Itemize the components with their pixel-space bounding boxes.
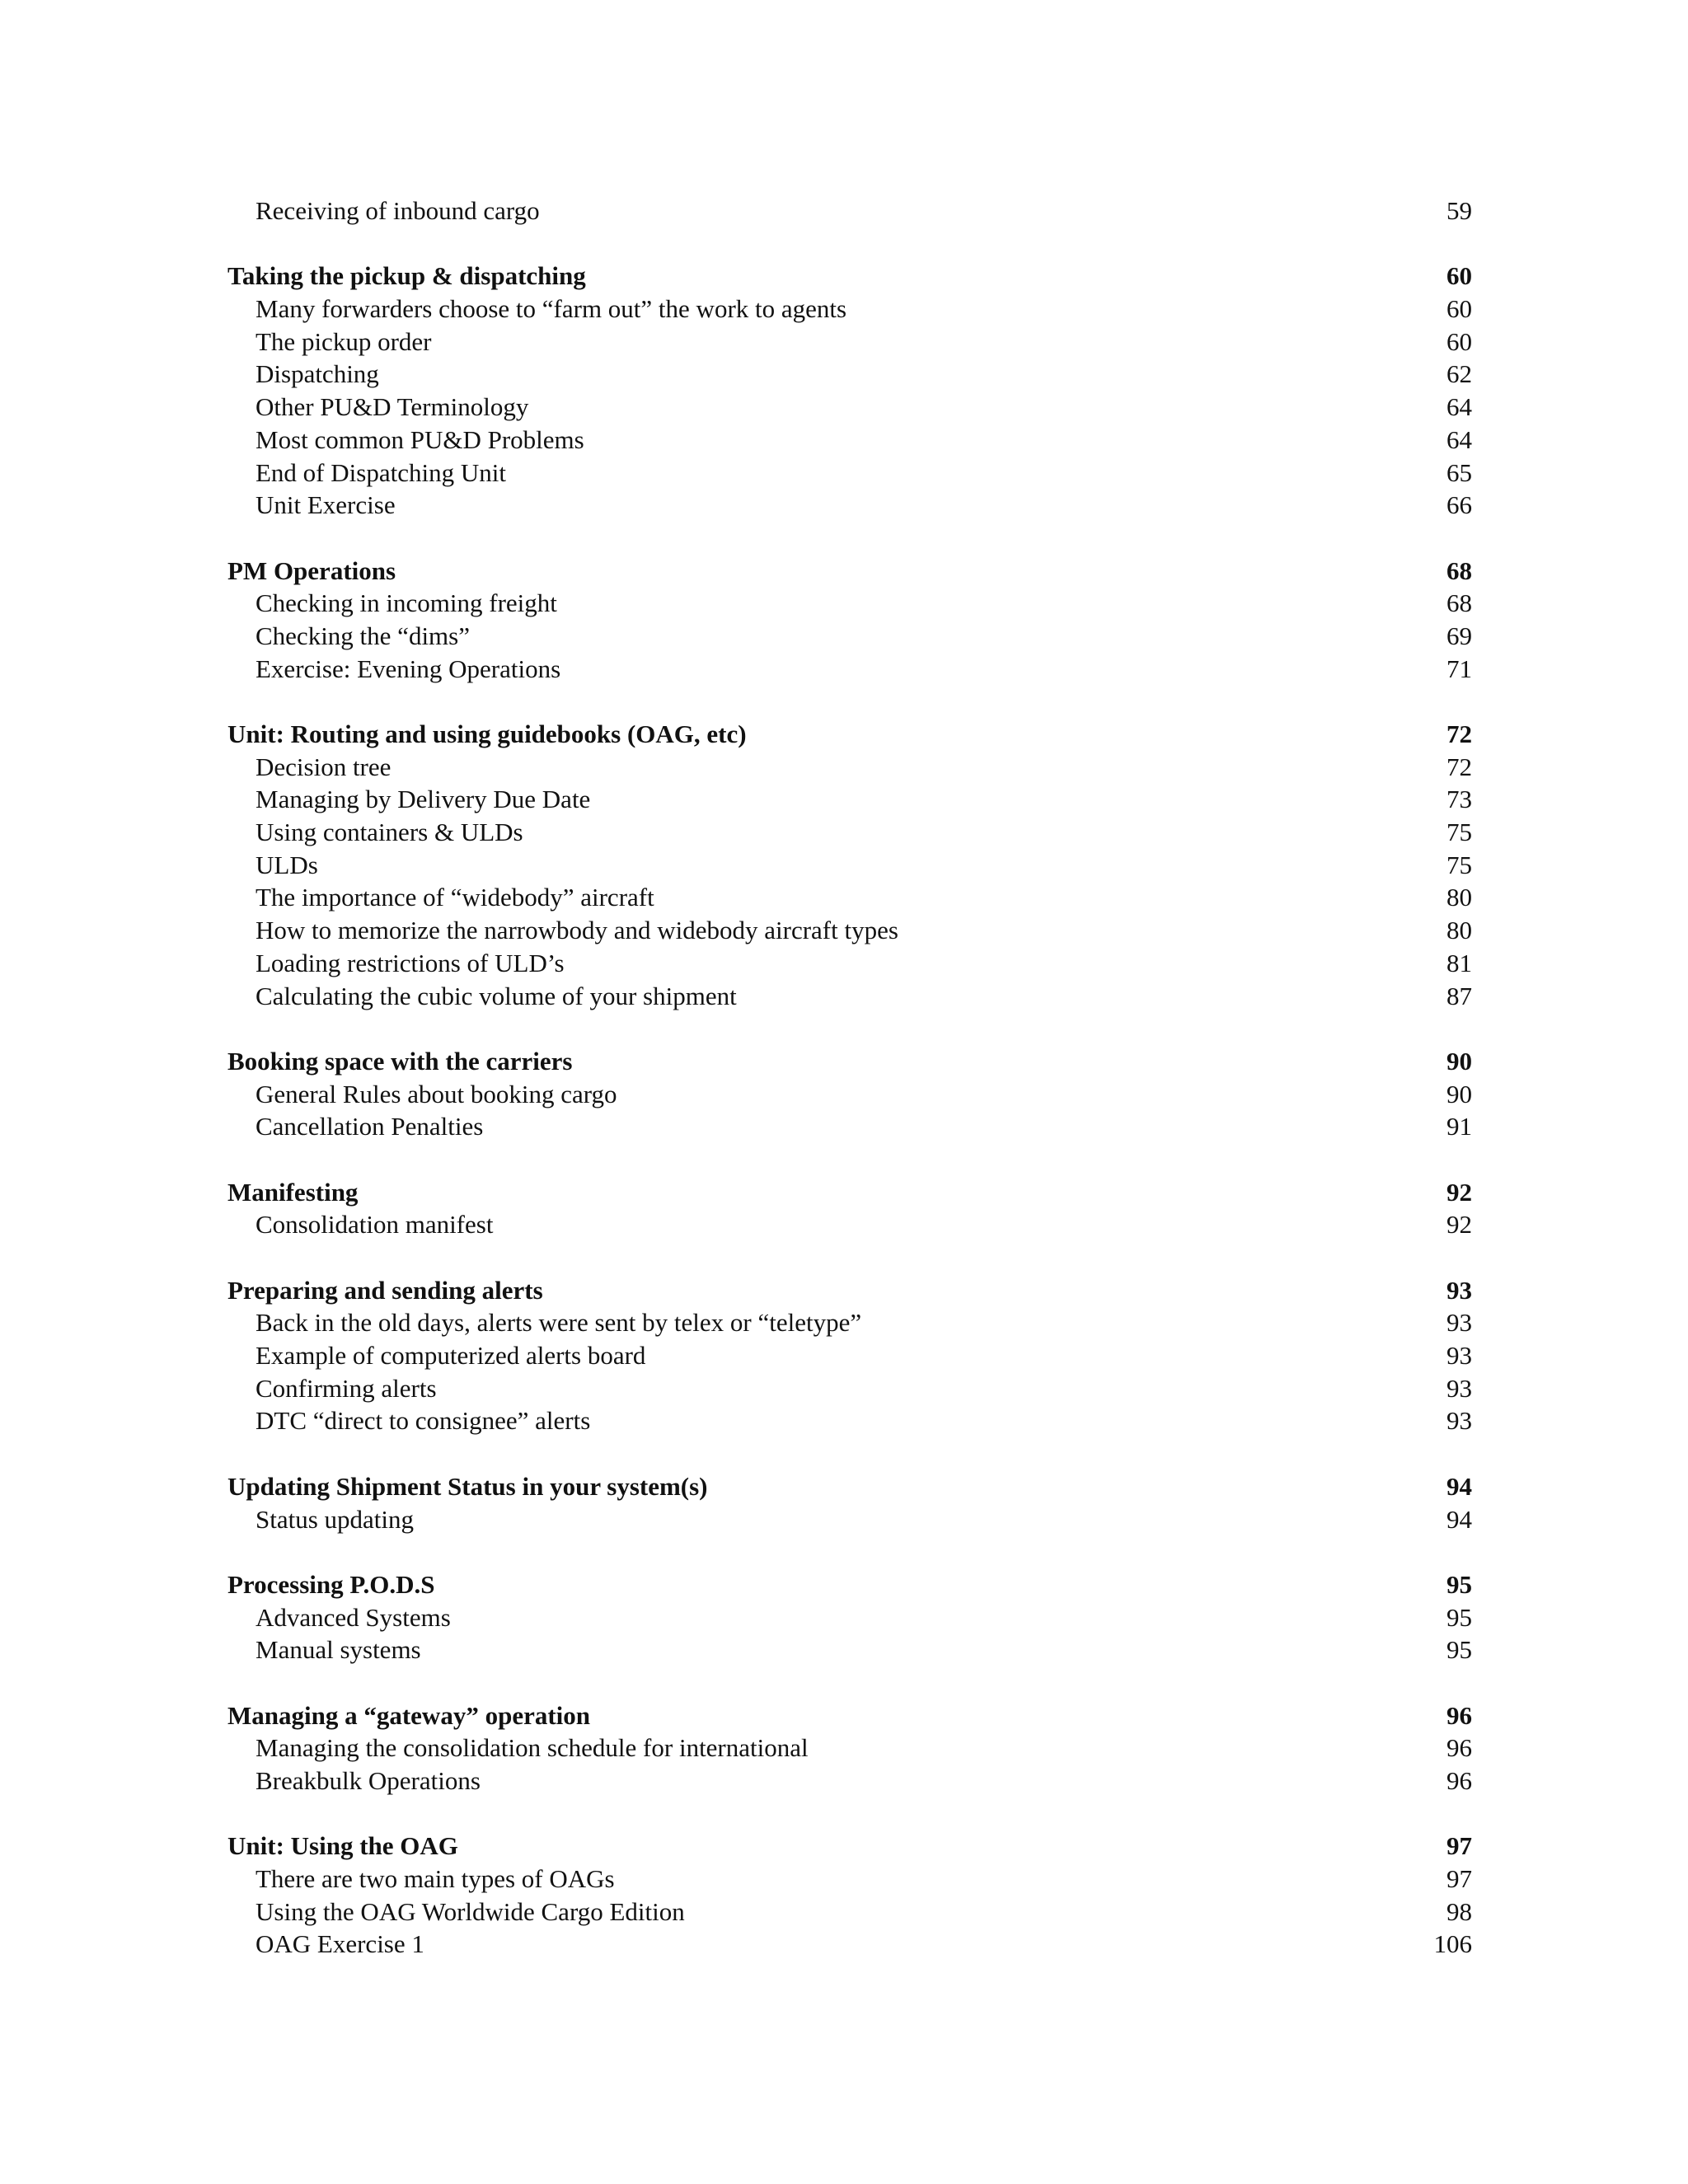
toc-entry [227, 489, 1472, 522]
entry-page-number: 81 [1447, 948, 1472, 977]
entry-title: Dispatching [256, 359, 379, 389]
toc-entry [227, 1110, 1472, 1143]
section-page-number: 96 [1447, 1700, 1472, 1730]
entry-title: Unit Exercise [256, 490, 396, 520]
entry-page-number: 98 [1447, 1896, 1472, 1926]
entry-title: ULDs [256, 850, 318, 879]
section-page-number: 90 [1447, 1046, 1472, 1076]
section-title: Taking the pickup & dispatching [227, 261, 586, 291]
toc-entry [227, 1601, 1472, 1634]
entry-page-number: 95 [1447, 1602, 1472, 1632]
entry-title: Using the OAG Worldwide Cargo Edition [256, 1896, 685, 1926]
toc-entry [227, 980, 1472, 1013]
toc-entry [227, 1896, 1472, 1929]
section-spacer [227, 522, 1472, 555]
toc-entry [227, 293, 1472, 326]
entry-page-number: 69 [1447, 621, 1472, 650]
toc-section-heading [227, 1045, 1472, 1078]
entry-title: Status updating [256, 1504, 415, 1534]
toc-entry [227, 457, 1472, 490]
entry-title: Managing by Delivery Due Date [256, 785, 591, 814]
entry-title: Advanced Systems [256, 1602, 451, 1632]
toc-entry [227, 816, 1472, 849]
toc-entry [227, 587, 1472, 620]
entry-title: Example of computerized alerts board [256, 1341, 646, 1371]
toc-entry [227, 1404, 1472, 1437]
section-spacer [227, 685, 1472, 718]
entry-page-number: 96 [1447, 1766, 1472, 1795]
entry-page-number: 87 [1447, 981, 1472, 1010]
entry-title: Many forwarders choose to “farm out” the work to agents [256, 294, 847, 324]
toc-section-heading [227, 555, 1472, 588]
toc-entry [227, 358, 1472, 391]
toc-entry [227, 1765, 1472, 1797]
entry-page-number: 91 [1447, 1112, 1472, 1141]
section-spacer [227, 227, 1472, 260]
entry-title: Other PU&D Terminology [256, 392, 529, 422]
toc-entry [227, 1208, 1472, 1241]
section-spacer [227, 1535, 1472, 1568]
toc-entry [227, 194, 1472, 227]
entry-page-number: 62 [1447, 359, 1472, 389]
entry-page-number: 65 [1447, 457, 1472, 487]
entry-page-number: 106 [1433, 1929, 1472, 1959]
toc-section-heading [227, 718, 1472, 751]
entry-page-number: 93 [1447, 1406, 1472, 1436]
section-spacer [227, 1143, 1472, 1176]
entry-title: End of Dispatching Unit [256, 457, 506, 487]
entry-page-number: 90 [1447, 1079, 1472, 1108]
entry-page-number: 59 [1447, 196, 1472, 225]
toc-section-heading [227, 1568, 1472, 1601]
toc-section-heading [227, 1176, 1472, 1209]
toc-entry [227, 1306, 1472, 1339]
section-title: Updating Shipment Status in your system(s) [227, 1471, 708, 1501]
section-page-number: 97 [1447, 1831, 1472, 1861]
entry-title: Checking in incoming freight [256, 588, 557, 618]
toc-entry [227, 881, 1472, 914]
section-spacer [227, 1666, 1472, 1699]
entry-title: The importance of “widebody” aircraft [256, 883, 654, 912]
toc-entry [227, 1078, 1472, 1111]
entry-page-number: 75 [1447, 818, 1472, 847]
entry-page-number: 73 [1447, 785, 1472, 814]
entry-title: Back in the old days, alerts were sent by telex or “teletype” [256, 1308, 862, 1338]
section-page-number: 72 [1447, 719, 1472, 748]
entry-page-number: 92 [1447, 1210, 1472, 1240]
entry-page-number: 75 [1447, 850, 1472, 879]
toc-entry [227, 914, 1472, 947]
toc-entry [227, 391, 1472, 424]
section-page-number: 60 [1447, 261, 1472, 291]
toc-entry [227, 783, 1472, 816]
toc-entry [227, 1503, 1472, 1536]
entry-title: Calculating the cubic volume of your shipment [256, 981, 737, 1010]
entry-title: Checking the “dims” [256, 621, 470, 650]
entry-title: The pickup order [256, 326, 432, 356]
section-title: PM Operations [227, 555, 396, 585]
entry-title: Cancellation Penalties [256, 1112, 484, 1141]
section-spacer [227, 1437, 1472, 1470]
toc-entry [227, 1928, 1472, 1961]
entry-title: DTC “direct to consignee” alerts [256, 1406, 591, 1436]
entry-title: Manual systems [256, 1635, 421, 1665]
section-page-number: 68 [1447, 555, 1472, 585]
entry-page-number: 64 [1447, 392, 1472, 422]
toc-entry [227, 424, 1472, 457]
section-title: Unit: Routing and using guidebooks (OAG, etc) [227, 719, 747, 748]
entry-title: Loading restrictions of ULD’s [256, 948, 565, 977]
entry-title: Breakbulk Operations [256, 1766, 481, 1795]
toc-entry [227, 947, 1472, 980]
entry-page-number: 94 [1447, 1504, 1472, 1534]
toc-entry [227, 1372, 1472, 1405]
toc-entry [227, 1863, 1472, 1896]
section-title: Unit: Using the OAG [227, 1831, 458, 1861]
entry-page-number: 80 [1447, 883, 1472, 912]
table-of-contents [227, 194, 1472, 1961]
toc-section-heading [227, 1470, 1472, 1503]
entry-title: Confirming alerts [256, 1373, 437, 1403]
section-page-number: 94 [1447, 1471, 1472, 1501]
entry-title: General Rules about booking cargo [256, 1079, 617, 1108]
toc-section-heading [227, 260, 1472, 293]
entry-page-number: 64 [1447, 424, 1472, 454]
entry-page-number: 96 [1447, 1733, 1472, 1763]
entry-page-number: 72 [1447, 752, 1472, 781]
toc-entry [227, 1339, 1472, 1372]
section-page-number: 93 [1447, 1275, 1472, 1305]
toc-entry [227, 849, 1472, 882]
toc-entry [227, 1633, 1472, 1666]
entry-page-number: 66 [1447, 490, 1472, 520]
section-spacer [227, 1797, 1472, 1830]
entry-page-number: 93 [1447, 1341, 1472, 1371]
entry-page-number: 68 [1447, 588, 1472, 618]
entry-page-number: 95 [1447, 1635, 1472, 1665]
toc-entry [227, 653, 1472, 686]
entry-page-number: 71 [1447, 654, 1472, 683]
toc-entry [227, 326, 1472, 359]
entry-title: Consolidation manifest [256, 1210, 494, 1240]
section-title: Manifesting [227, 1177, 359, 1207]
section-page-number: 92 [1447, 1177, 1472, 1207]
section-title: Managing a “gateway” operation [227, 1700, 591, 1730]
entry-page-number: 60 [1447, 326, 1472, 356]
entry-title: Managing the consolidation schedule for international [256, 1733, 809, 1763]
toc-section-heading [227, 1274, 1472, 1307]
section-spacer [227, 1012, 1472, 1045]
toc-section-heading [227, 1699, 1472, 1732]
entry-page-number: 80 [1447, 916, 1472, 945]
entry-title: OAG Exercise 1 [256, 1929, 424, 1959]
toc-entry [227, 751, 1472, 784]
section-title: Preparing and sending alerts [227, 1275, 543, 1305]
section-title: Processing P.O.D.S [227, 1569, 435, 1599]
section-spacer [227, 1241, 1472, 1274]
toc-section-heading [227, 1830, 1472, 1863]
section-page-number: 95 [1447, 1569, 1472, 1599]
entry-title: Decision tree [256, 752, 392, 781]
entry-title: Exercise: Evening Operations [256, 654, 561, 683]
entry-page-number: 93 [1447, 1308, 1472, 1338]
entry-page-number: 93 [1447, 1373, 1472, 1403]
entry-page-number: 60 [1447, 294, 1472, 324]
entry-title: Using containers & ULDs [256, 818, 523, 847]
section-title: Booking space with the carriers [227, 1046, 573, 1076]
toc-entry [227, 1732, 1472, 1765]
entry-title: There are two main types of OAGs [256, 1864, 615, 1894]
entry-page-number: 97 [1447, 1864, 1472, 1894]
entry-title: Receiving of inbound cargo [256, 196, 540, 225]
toc-entry [227, 620, 1472, 653]
entry-title: Most common PU&D Problems [256, 424, 584, 454]
entry-title: How to memorize the narrowbody and widebody aircraft types [256, 916, 898, 945]
